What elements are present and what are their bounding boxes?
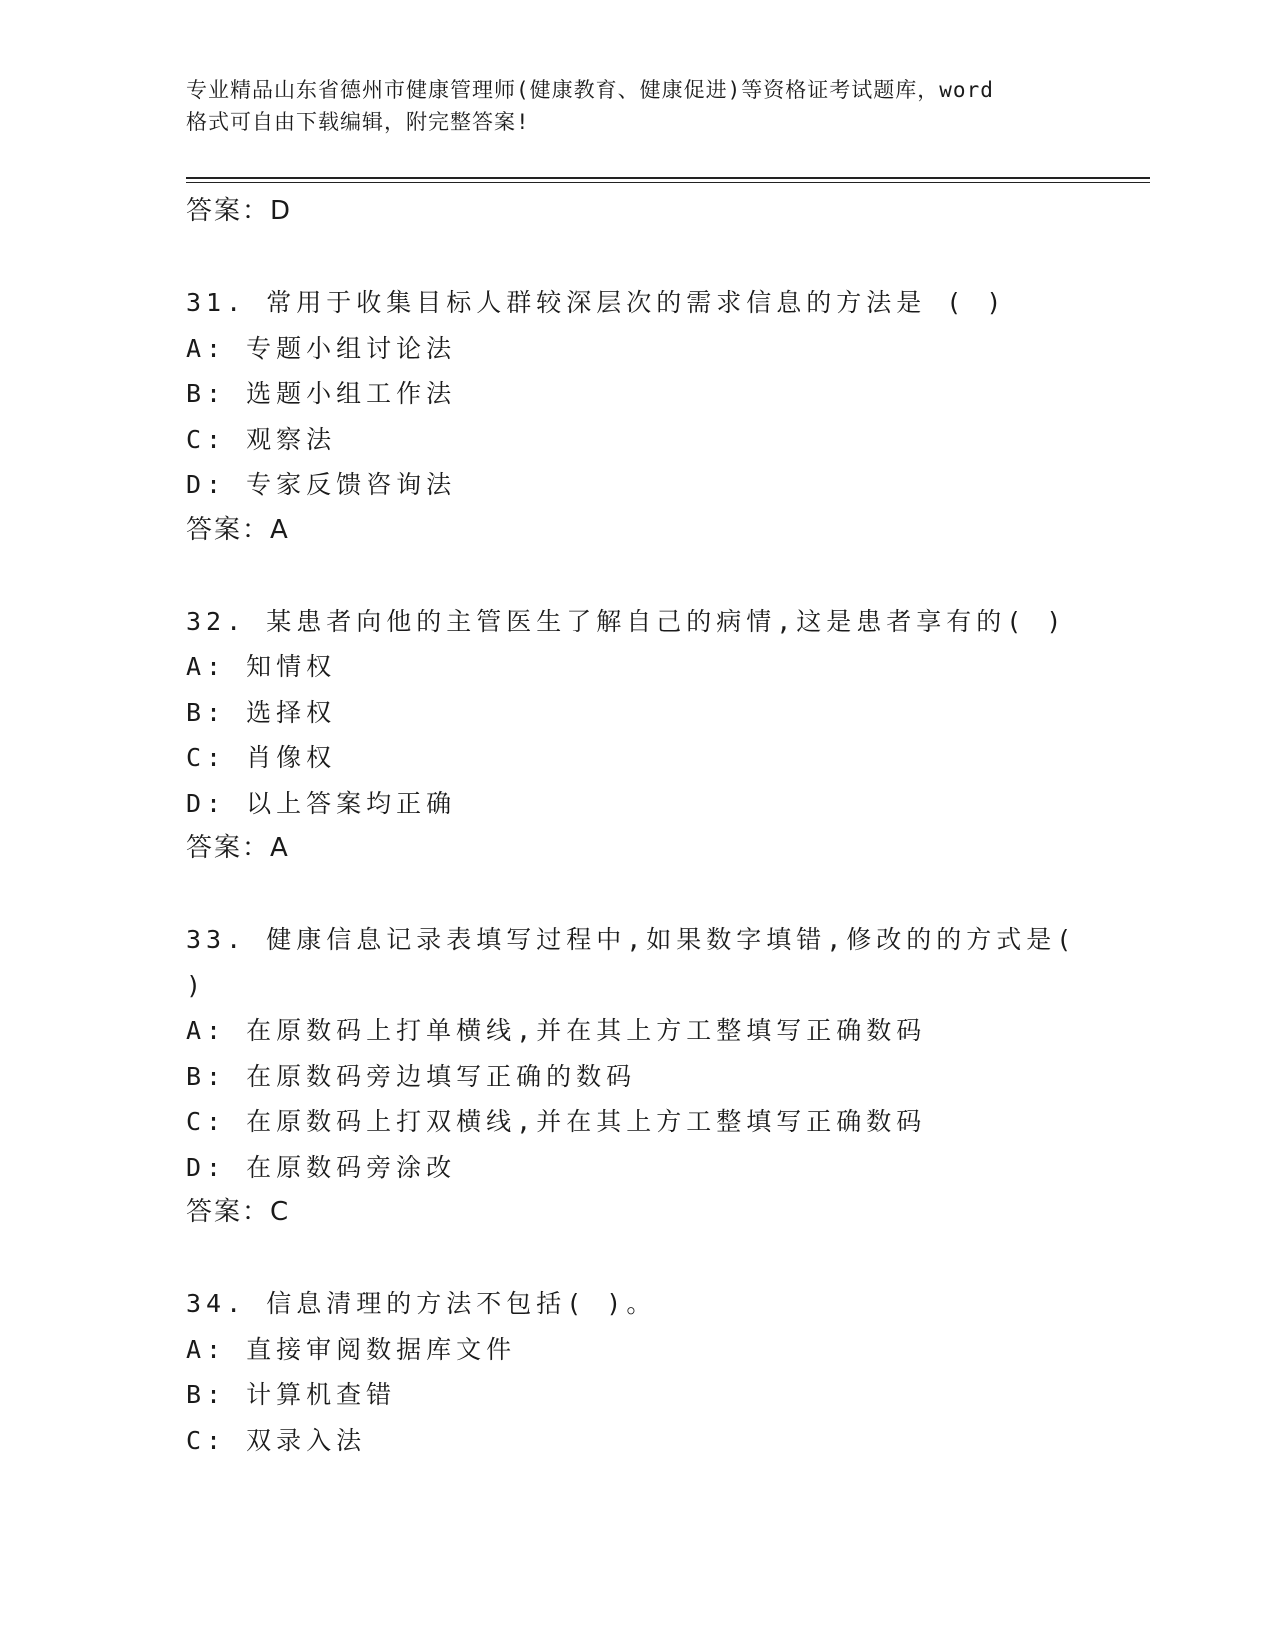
header-line-1: 专业精品山东省德州市健康管理师(健康教育、健康促进)等资格证考试题库，word bbox=[186, 78, 994, 102]
header-line-2: 格式可自由下载编辑，附完整答案! bbox=[186, 110, 530, 134]
question-stem: 34. 信息清理的方法不包括( )。 bbox=[186, 1289, 657, 1318]
question-stem: 33. 健康信息记录表填写过程中,如果数字填错,修改的的方式是( bbox=[186, 925, 1077, 954]
option-a: A: 直接审阅数据库文件 bbox=[186, 1334, 517, 1364]
question-32 bbox=[186, 599, 1146, 872]
spacer bbox=[186, 553, 1146, 599]
answer-label: 答案：A bbox=[186, 514, 290, 545]
option-d: D: 专家反馈咨询法 bbox=[186, 470, 457, 499]
spacer bbox=[186, 1236, 1146, 1282]
question-34 bbox=[186, 1281, 1146, 1463]
option-b: B: 在原数码旁边填写正确的数码 bbox=[186, 1061, 637, 1091]
option-c: C: 观察法 bbox=[186, 424, 337, 454]
option-b: B: 选题小组工作法 bbox=[186, 379, 457, 408]
question-33 bbox=[186, 917, 1146, 1236]
question-stem-continued: ) bbox=[186, 970, 207, 1000]
question-stem: 32. 某患者向他的主管医生了解自己的病情,这是患者享有的( ) bbox=[186, 606, 1067, 636]
option-b: B: 选择权 bbox=[186, 697, 337, 727]
option-c: C: 肖像权 bbox=[186, 743, 337, 772]
spacer bbox=[186, 872, 1146, 918]
option-a: A: 专题小组讨论法 bbox=[186, 333, 457, 363]
option-b: B: 计算机查错 bbox=[186, 1380, 397, 1409]
page-header bbox=[186, 74, 1086, 138]
option-d: D: 在原数码旁涂改 bbox=[186, 1152, 457, 1182]
option-d: D: 以上答案均正确 bbox=[186, 788, 457, 818]
question-31 bbox=[186, 280, 1146, 553]
option-c: C: 在原数码上打双横线,并在其上方工整填写正确数码 bbox=[186, 1107, 927, 1136]
answer-label: 答案：A bbox=[186, 833, 290, 863]
answer-label: 答案：C bbox=[186, 1197, 291, 1227]
header-rule-thick bbox=[186, 177, 1150, 179]
option-a: A: 知情权 bbox=[186, 652, 337, 681]
question-list bbox=[186, 189, 1146, 1463]
question-stem: 31. 常用于收集目标人群较深层次的需求信息的方法是 ( ) bbox=[186, 288, 1007, 317]
option-a: A: 在原数码上打单横线,并在其上方工整填写正确数码 bbox=[186, 1016, 927, 1045]
option-c: C: 双录入法 bbox=[186, 1425, 367, 1455]
previous-answer: 答案：D bbox=[186, 196, 293, 226]
spacer bbox=[186, 235, 1146, 281]
header-rule-thin bbox=[186, 182, 1150, 183]
